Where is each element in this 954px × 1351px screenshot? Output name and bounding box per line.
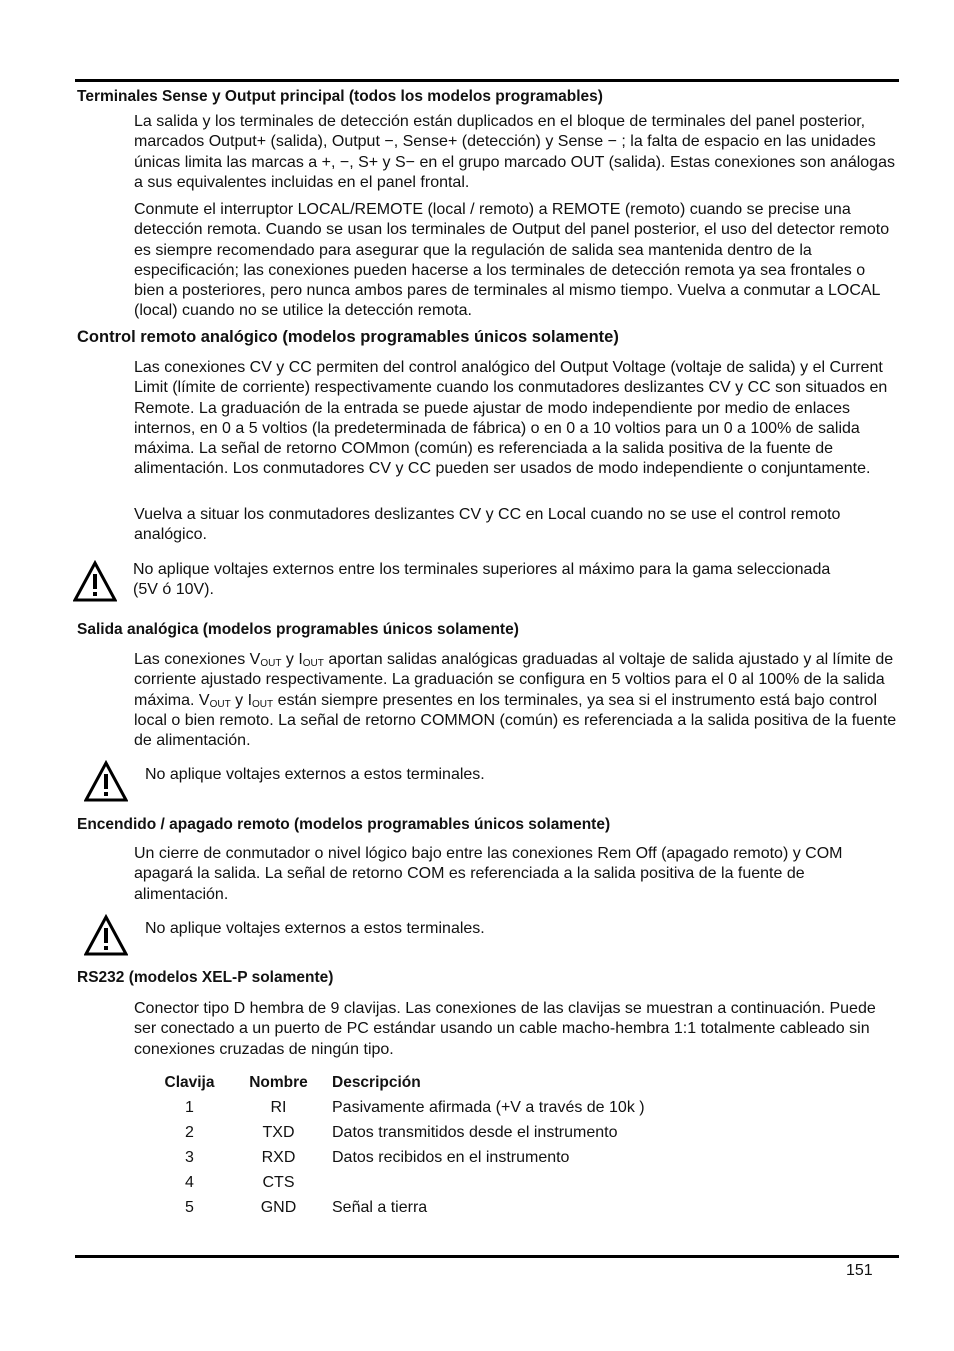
top-rule	[75, 79, 899, 82]
warning-text-analog-control: No aplique voltajes externos entre los terminales superiores al máximo para la gama seleccionada (5V ó 10V).	[133, 561, 831, 599]
description-cell: Datos recibidos en el instrumento	[332, 1149, 570, 1166]
description-cell: Datos transmitidos desde el instrumento	[332, 1124, 618, 1141]
name-cell: RXD	[261, 1149, 296, 1166]
column-header-pin: Clavija	[164, 1074, 215, 1091]
heading-sense-output: Terminales Sense y Output principal (todos los modelos programables)	[77, 88, 603, 105]
table-row	[150, 1145, 645, 1170]
paragraph-analog-control-1: Las conexiones CV y CC permiten del control analógico del Output Voltage (voltaje de salida) y el Current Limit (límite de corriente) respectivamente cuando los conmutadores deslizantes CV y CC son situados en Remote. La graduación de la entrada se puede ajustar de modo independiente por medio de enlaces internos, en 0 a 5 voltios (la predeterminada de fábrica) o en 0 a 10 voltios para un 0 a 100% de salida máxima. La señal de retorno COMmon (común) es referenciada a la salida positiva de la fuente de alimentación. Los conmutadores CV y CC pueden ser usados de modo independiente o conjuntamente.	[134, 359, 888, 478]
warning-triangle-icon	[84, 760, 128, 802]
table-header-row	[150, 1070, 645, 1095]
heading-rs232: RS232 (modelos XEL-P solamente)	[77, 969, 334, 986]
name-cell: TXD	[262, 1124, 295, 1141]
column-header-name: Nombre	[249, 1074, 308, 1091]
paragraph-analog-output-1: Las conexiones $V_{OUT}$ y $I_{OUT}$ aportan salidas analógicas graduadas al voltaje de salida ajustado y al límite de corriente ajustado respectivamente. La graduación se configura en 5 voltios para el 0 al 100% de la salida máxima. $V_{OUT}$ y $I_{OUT}$ están siempre presentes en los terminales, ya sea si el instrumento está bajo control local o bien remoto. La señal de retorno COMMON (común) es referenciada a la salida positiva de la fuente de alimentación.	[134, 651, 897, 750]
column-header-description: Descripción	[332, 1074, 421, 1091]
paragraph-rs232-1: Conector tipo D hembra de 9 clavijas. Las conexiones de las clavijas se muestran a continuación. Puede ser conectado a un puerto de PC estándar usando un cable macho-hembra 1:1 totalmente cableado sin conexiones cruzadas de ningún tipo.	[134, 1000, 876, 1058]
description-cell: Señal a tierra	[332, 1199, 428, 1216]
heading-analog-control: Control remoto analógico (modelos programables únicos solamente)	[77, 328, 619, 346]
paragraph-sense-2: Conmute el interruptor LOCAL/REMOTE (local / remoto) a REMOTE (remoto) cuando se precise una detección remota. Cuando se usan los terminales de Output del panel posterior, el uso del detector remoto es siempre recomendado para asegurar que la regulación de salida sea mantenida dentro de la especificación; las conexiones pueden hacerse a los terminales de detección remota ya sea frontales o bien a posteriores, pero nunca ambos pares de terminales al mismo tiempo. Vuelva a conmutar a LOCAL (local) cuando no se utilice la detección remota.	[134, 201, 890, 320]
warning-triangle-icon	[84, 914, 128, 956]
warning-text-remote-off: No aplique voltajes externos a estos terminales.	[145, 920, 485, 937]
table-row	[150, 1195, 645, 1220]
pin-cell: 1	[185, 1099, 194, 1116]
pin-table	[150, 1070, 645, 1220]
table-row	[150, 1095, 645, 1120]
pin-cell: 4	[185, 1174, 194, 1191]
table-row	[150, 1120, 645, 1145]
description-cell	[328, 1170, 645, 1195]
heading-analog-output: Salida analógica (modelos programables únicos solamente)	[77, 621, 519, 638]
name-cell: GND	[260, 1199, 297, 1216]
pin-cell: 2	[185, 1124, 194, 1141]
warning-triangle-icon	[73, 560, 117, 602]
description-cell: Pasivamente afirmada (+V a través de 10k )	[332, 1099, 645, 1116]
paragraph-sense-1: La salida y los terminales de detección están duplicados en el bloque de terminales del panel posterior, marcados Output+ (salida), Output −, Sense+ (detección) y Sense − ; la falta de espacio en las unidades únicas limita las marcas a +, −, S+ y S− en el grupo marcado OUT (salida). Estas conexiones son análogas a sus equivalentes incluidas en el panel frontal.	[134, 113, 895, 191]
warning-text-analog-output: No aplique voltajes externos a estos terminales.	[145, 766, 485, 783]
table-row	[150, 1170, 645, 1195]
heading-remote-off: Encendido / apagado remoto (modelos programables únicos solamente)	[77, 816, 611, 833]
page-number: 151	[846, 1262, 873, 1279]
name-cell: RI	[270, 1099, 287, 1116]
pin-cell: 5	[185, 1199, 194, 1216]
name-cell: CTS	[262, 1174, 295, 1191]
bottom-rule	[75, 1255, 899, 1258]
pin-cell: 3	[185, 1149, 194, 1166]
paragraph-remote-off-1: Un cierre de conmutador o nivel lógico bajo entre las conexiones Rem Off (apagado remoto) y COM apagará la salida. La señal de retorno COM es referenciada a la salida positiva de la fuente de alimentación.	[134, 845, 843, 903]
paragraph-analog-control-2: Vuelva a situar los conmutadores deslizantes CV y CC en Local cuando no se use el control remoto analógico.	[134, 506, 841, 544]
